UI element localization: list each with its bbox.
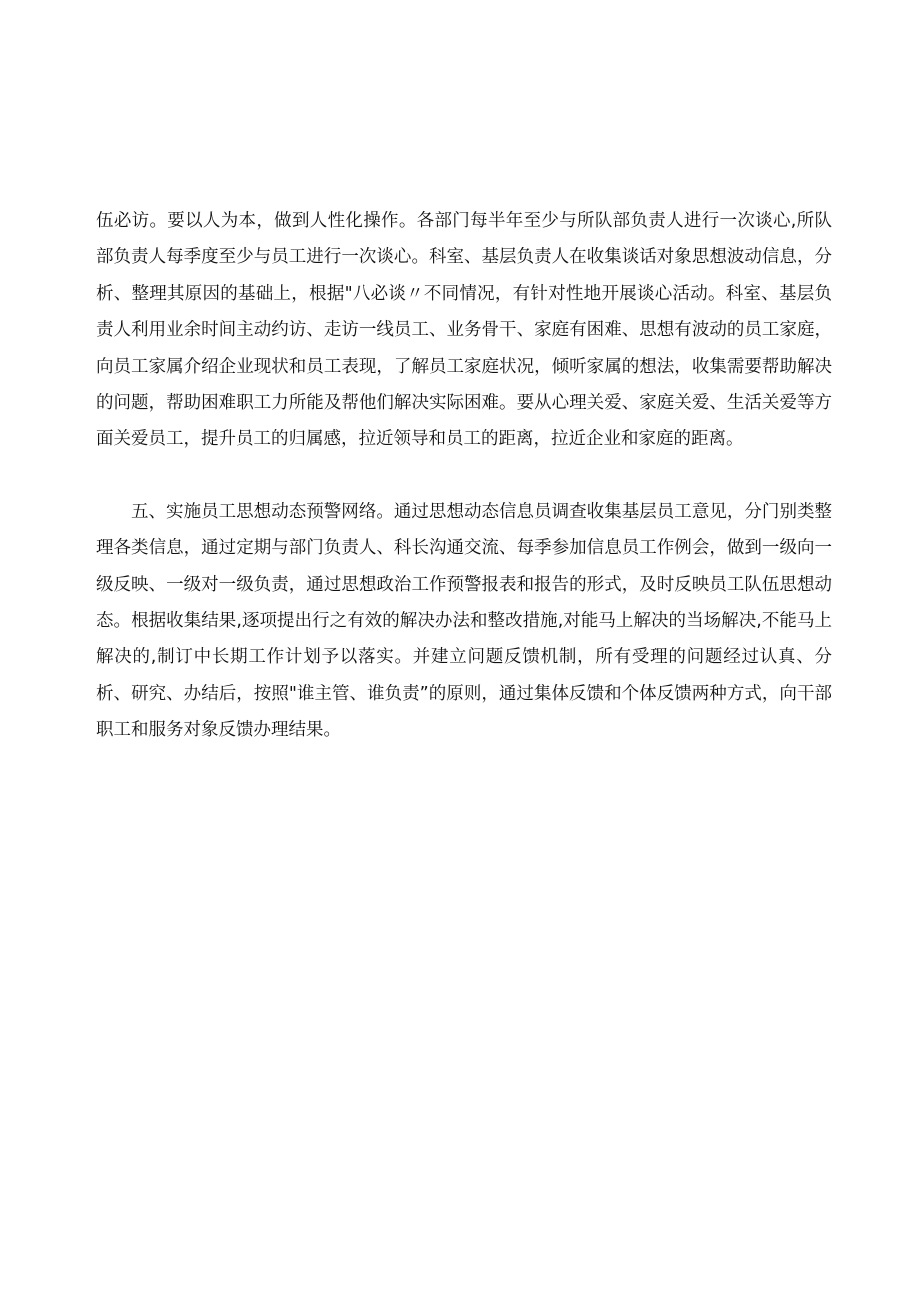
paragraph-visits: 伍必访。要以人为本，做到人性化操作。各部门每半年至少与所队部负责人进行一次谈心,所队部负责人每季度至少与员工进行一次谈心。科室、基层负责人在收集谈话对象思想波动信息，分析、整理其原因的基础上，根据"八必谈〃不同情况，有针对性地开展谈心活动。科室、基层负责人利用业余时间主动约访、走访一线员工、业务骨干、家庭有困难、思想有波动的员工家庭，向员工家属介绍企业现状和员工表现，了解员工家庭状况，倾听家属的想法，收集需要帮助解决的问题，帮助困难职工力所能及帮他们解决实际困难。要从心理关爱、家庭关爱、生活关爱等方面关爱员工，提升员工的归属感，拉近领导和员工的距离，拉近企业和家庭的距离。 [96,211,832,450]
document-body [96,203,832,749]
paragraph-warning-network: 五、实施员工思想动态预警网络。通过思想动态信息员调查收集基层员工意见，分门别类整理各类信息，通过定期与部门负责人、科长沟通交流、每季参加信息员工作例会，做到一级向一级反映、一级对一级负责，通过思想政治工作预警报表和报告的形式，及时反映员工队伍思想动态。根据收集结果,逐项提出行之有效的解决办法和整改措施,对能马上解决的当场解决,不能马上解决的,制订中长期工作计划予以落实。并建立问题反馈机制，所有受理的问题经过认真、分析、研究、办结后，按照"谁主管、谁负责”的原则，通过集体反馈和个体反馈两种方式，向干部职工和服务对象反馈办理结果。 [96,501,832,741]
